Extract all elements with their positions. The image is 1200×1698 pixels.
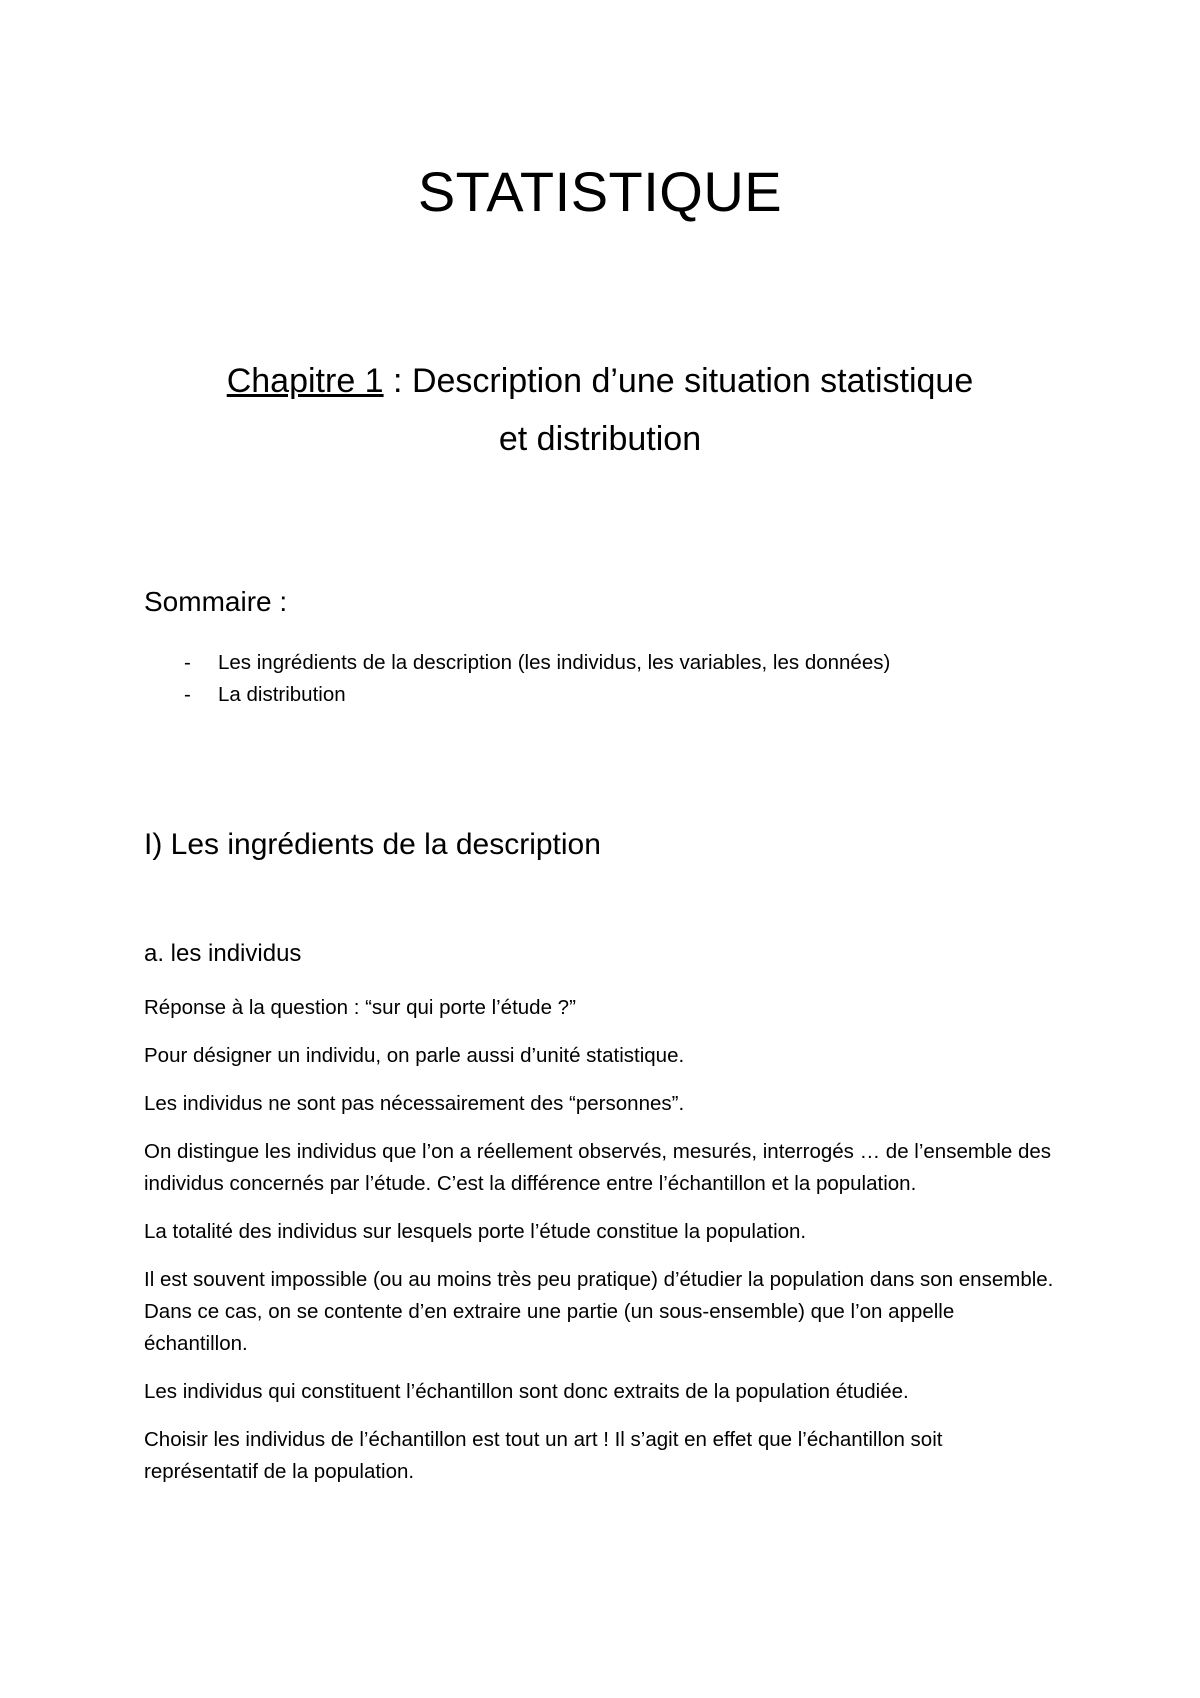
paragraph: Réponse à la question : “sur qui porte l’étude ?” — [144, 996, 576, 1019]
list-bullet: - — [184, 683, 191, 706]
body-text — [144, 992, 1059, 1504]
paragraph: On distingue les individus que l’on a réellement observés, mesurés, interrogés … de l’ensemble des individus concernés par l’étude. C’est la différence entre l’échantillon et la population. — [144, 1140, 1052, 1195]
chapter-heading — [130, 352, 1070, 468]
paragraph: La totalité des individus sur lesquels porte l’étude constitue la population. — [144, 1220, 807, 1243]
subsection-heading: a. les individus — [144, 940, 302, 967]
section-heading: I) Les ingrédients de la description — [144, 828, 601, 861]
paragraph: Choisir les individus de l’échantillon est tout un art ! Il s’agit en effet que l’échantillon soit représentatif de la population. — [144, 1428, 943, 1483]
paragraph: Pour désigner un individu, on parle aussi d’unité statistique. — [144, 1044, 685, 1067]
chapter-title-line2: et distribution — [498, 420, 702, 458]
document-title: STATISTIQUE — [417, 160, 783, 223]
summary-item-text: Les ingrédients de la description (les individus, les variables, les données) — [218, 651, 891, 674]
list-item — [144, 679, 890, 711]
chapter-separator: : — [383, 362, 412, 400]
paragraph: Il est souvent impossible (ou au moins très peu pratique) d’étudier la population dans son ensemble. Dans ce cas, on se contente d’en extraire une partie (un sous-ensemble) que l’on appelle échantillon. — [144, 1268, 1054, 1355]
chapter-title-line1: Description d’une situation statistique — [411, 362, 974, 400]
summary-heading: Sommaire : — [144, 586, 288, 617]
paragraph: Les individus ne sont pas nécessairement des “personnes”. — [144, 1092, 685, 1115]
list-item — [144, 647, 890, 679]
list-bullet: - — [184, 651, 191, 674]
chapter-label: Chapitre 1 — [226, 362, 384, 400]
paragraph: Les individus qui constituent l’échantillon sont donc extraits de la population étudiée. — [144, 1380, 909, 1403]
summary-list — [144, 647, 890, 711]
summary-item-text: La distribution — [218, 683, 346, 706]
